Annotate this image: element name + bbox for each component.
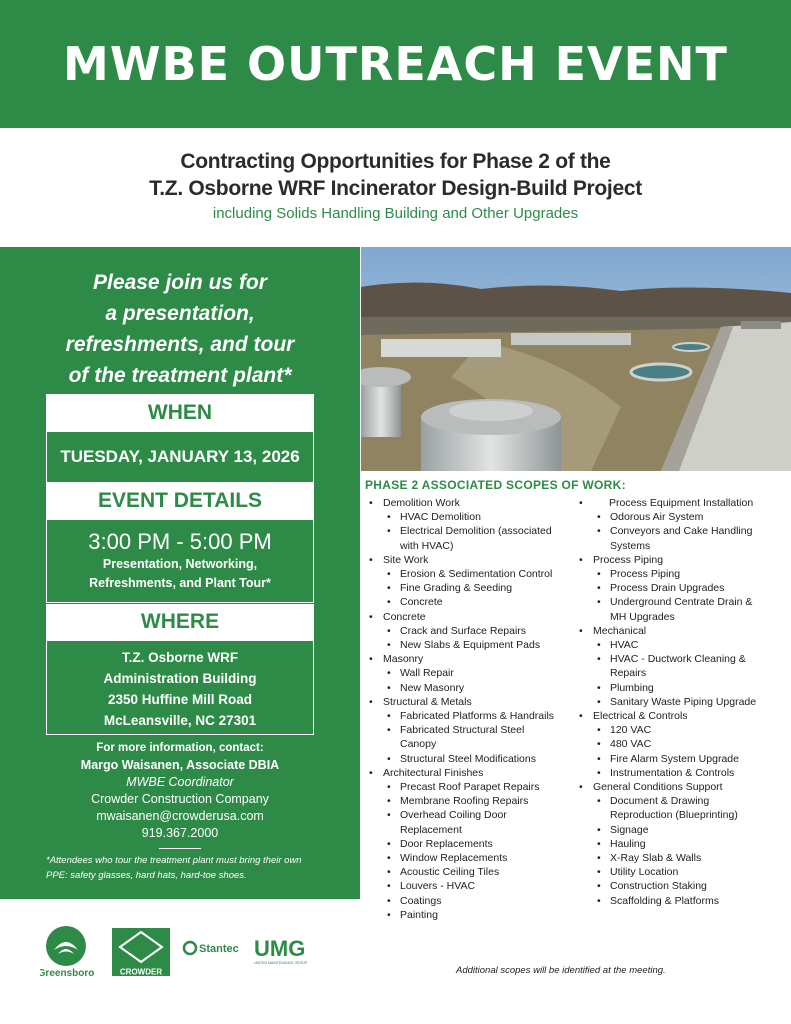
scope-item: • Fine Grading & Seeding — [365, 581, 575, 595]
contact-intro: For more information, contact: — [96, 742, 264, 754]
scope-item: Systems — [610, 539, 651, 552]
header-banner — [0, 0, 791, 128]
scope-item: • Document & Drawing — [575, 794, 791, 808]
contact-role: MWBE Coordinator — [126, 775, 234, 789]
subtitle-block — [0, 148, 791, 226]
scope-item: • Electrical Demolition (associated — [365, 524, 575, 538]
scope-item: • Hauling — [575, 837, 791, 851]
scope-item: • Overhead Coiling Door — [365, 808, 575, 822]
scope-item: Replacement — [400, 823, 462, 836]
sponsor-logos — [40, 924, 330, 984]
invite-line-4: of the treatment plant* — [68, 364, 292, 387]
invite-line-3: refreshments, and tour — [65, 333, 295, 356]
scope-item: • HVAC - Ductwork Cleaning & — [575, 652, 791, 666]
venue-city: McLeansville, NC 27301 — [103, 713, 257, 728]
scope-item: • Louvers - HVAC — [365, 879, 575, 893]
scope-item: • Coatings — [365, 894, 575, 908]
additional-scopes-note: Additional scopes will be identified at the meeting. — [456, 965, 666, 976]
event-title: MWBE OUTREACH EVENT — [63, 37, 728, 91]
scopes-column-1 — [365, 496, 575, 922]
scope-item: • Fabricated Platforms & Handrails — [365, 709, 575, 723]
scope-item: • Process Drain Upgrades — [575, 581, 791, 595]
scope-item: • 120 VAC — [575, 723, 791, 737]
umg-logo — [254, 936, 308, 965]
scope-item: with HVAC) — [400, 539, 454, 552]
umg-logo-subtext: UNITED MAINTENANCE GROUP — [254, 961, 308, 965]
scope-item: MH Upgrades — [610, 610, 675, 623]
umg-logo-text: UMG — [254, 936, 306, 961]
subtitle-line-2: T.Z. Osborne WRF Incinerator Design-Build Project — [149, 177, 642, 200]
scope-item: • Erosion & Sedimentation Control — [365, 567, 575, 581]
venue-name: T.Z. Osborne WRF — [121, 650, 239, 665]
invite-line-2: a presentation, — [105, 302, 255, 325]
scope-item: • Membrane Roofing Repairs — [365, 794, 575, 808]
scopes-of-work — [365, 478, 791, 921]
scope-item: • New Masonry — [365, 681, 575, 695]
scope-item: • New Slabs & Equipment Pads — [365, 638, 575, 652]
contact-name: Margo Waisanen, Associate DBIA — [80, 758, 280, 772]
subtitle-line-1: Contracting Opportunities for Phase 2 of the — [180, 150, 611, 173]
treatment-plant-photo — [361, 247, 791, 471]
scope-item: • Scaffolding & Platforms — [575, 894, 791, 908]
greensboro-logo-text: Greensboro — [40, 968, 95, 979]
scope-item: Reproduction (Blueprinting) — [610, 809, 738, 822]
scope-item: • Process Piping — [575, 553, 791, 567]
event-date: TUESDAY, JANUARY 13, 2026 — [60, 447, 300, 466]
event-details-header: EVENT DETAILS — [46, 483, 314, 519]
invitation-text — [0, 267, 360, 391]
stantec-logo-text: Stantec — [199, 943, 239, 955]
subtitle-line-3: including Solids Handling Building and Other Upgrades — [212, 205, 579, 222]
scope-item: • 480 VAC — [575, 737, 791, 751]
scope-item: • Concrete — [365, 595, 575, 609]
crowder-logo-text: CROWDER — [119, 967, 163, 977]
where-header: WHERE — [46, 604, 314, 640]
event-info-panel — [0, 247, 360, 899]
scope-item: • HVAC — [575, 638, 791, 652]
scope-item: • Construction Staking — [575, 879, 791, 893]
scope-item: • Instrumentation & Controls — [575, 766, 791, 780]
scope-item: • Conveyors and Cake Handling — [575, 524, 791, 538]
scope-item: • Precast Roof Parapet Repairs — [365, 780, 575, 794]
scope-item: • Fire Alarm System Upgrade — [575, 752, 791, 766]
event-desc-line-1: Presentation, Networking, — [102, 557, 258, 571]
scope-item: • Plumbing — [575, 681, 791, 695]
greensboro-logo — [40, 926, 94, 979]
scope-item: • Mechanical — [575, 624, 791, 638]
scope-item: • Concrete — [365, 610, 575, 624]
scope-item: • Electrical & Controls — [575, 709, 791, 723]
scope-item: • Structural Steel Modifications — [365, 752, 575, 766]
scopes-column-2 — [575, 496, 791, 908]
scope-item: • Signage — [575, 823, 791, 837]
scope-item: • Utility Location — [575, 865, 791, 879]
scope-item: Repairs — [610, 667, 647, 680]
scope-item: • General Conditions Support — [575, 780, 791, 794]
scope-item: • Sanitary Waste Piping Upgrade — [575, 695, 791, 709]
when-box — [46, 431, 314, 483]
event-time: 3:00 PM - 5:00 PM — [88, 529, 272, 554]
scope-item: • Window Replacements — [365, 851, 575, 865]
ppe-note-line-1: *Attendees who tour the treatment plant must bring their own — [46, 855, 302, 866]
scope-item: • Process Piping — [575, 567, 791, 581]
scope-item: Canopy — [400, 738, 437, 751]
stantec-logo — [184, 942, 239, 955]
venue-street: 2350 Huffine Mill Road — [107, 692, 253, 707]
ppe-note-line-2: PPE: safety glasses, hard hats, hard-toe shoes. — [46, 870, 247, 881]
scope-item: • Demolition Work — [365, 496, 575, 510]
divider — [159, 848, 201, 849]
scope-item: • Underground Centrate Drain & — [575, 595, 791, 609]
contact-block — [0, 740, 360, 855]
scope-item: • Fabricated Structural Steel — [365, 723, 575, 737]
where-box — [46, 640, 314, 735]
scope-item: • Architectural Finishes — [365, 766, 575, 780]
scope-item: • Acoustic Ceiling Tiles — [365, 865, 575, 879]
scopes-title: PHASE 2 ASSOCIATED SCOPES OF WORK: — [365, 478, 626, 492]
scope-item: • X-Ray Slab & Walls — [575, 851, 791, 865]
contact-phone[interactable]: 919.367.2000 — [141, 826, 219, 840]
scope-item: • HVAC Demolition — [365, 510, 575, 524]
contact-email[interactable]: mwaisanen@crowderusa.com — [96, 809, 264, 823]
scope-item: • Process Equipment Installation — [575, 496, 791, 510]
scope-item: • Structural & Metals — [365, 695, 575, 709]
scope-item: • Crack and Surface Repairs — [365, 624, 575, 638]
scope-item: • Site Work — [365, 553, 575, 567]
invite-line-1: Please join us for — [93, 271, 267, 294]
ppe-note — [46, 853, 316, 883]
crowder-logo — [112, 928, 170, 977]
event-desc-line-2: Refreshments, and Plant Tour* — [89, 576, 271, 590]
scope-item: • Wall Repair — [365, 666, 575, 680]
contact-company: Crowder Construction Company — [91, 792, 269, 806]
venue-building: Administration Building — [103, 671, 257, 686]
scope-item: • Masonry — [365, 652, 575, 666]
when-header: WHEN — [46, 394, 314, 431]
scope-item: • Painting — [365, 908, 575, 922]
scope-item: • Door Replacements — [365, 837, 575, 851]
scope-item: • Odorous Air System — [575, 510, 791, 524]
event-details-box — [46, 519, 314, 603]
